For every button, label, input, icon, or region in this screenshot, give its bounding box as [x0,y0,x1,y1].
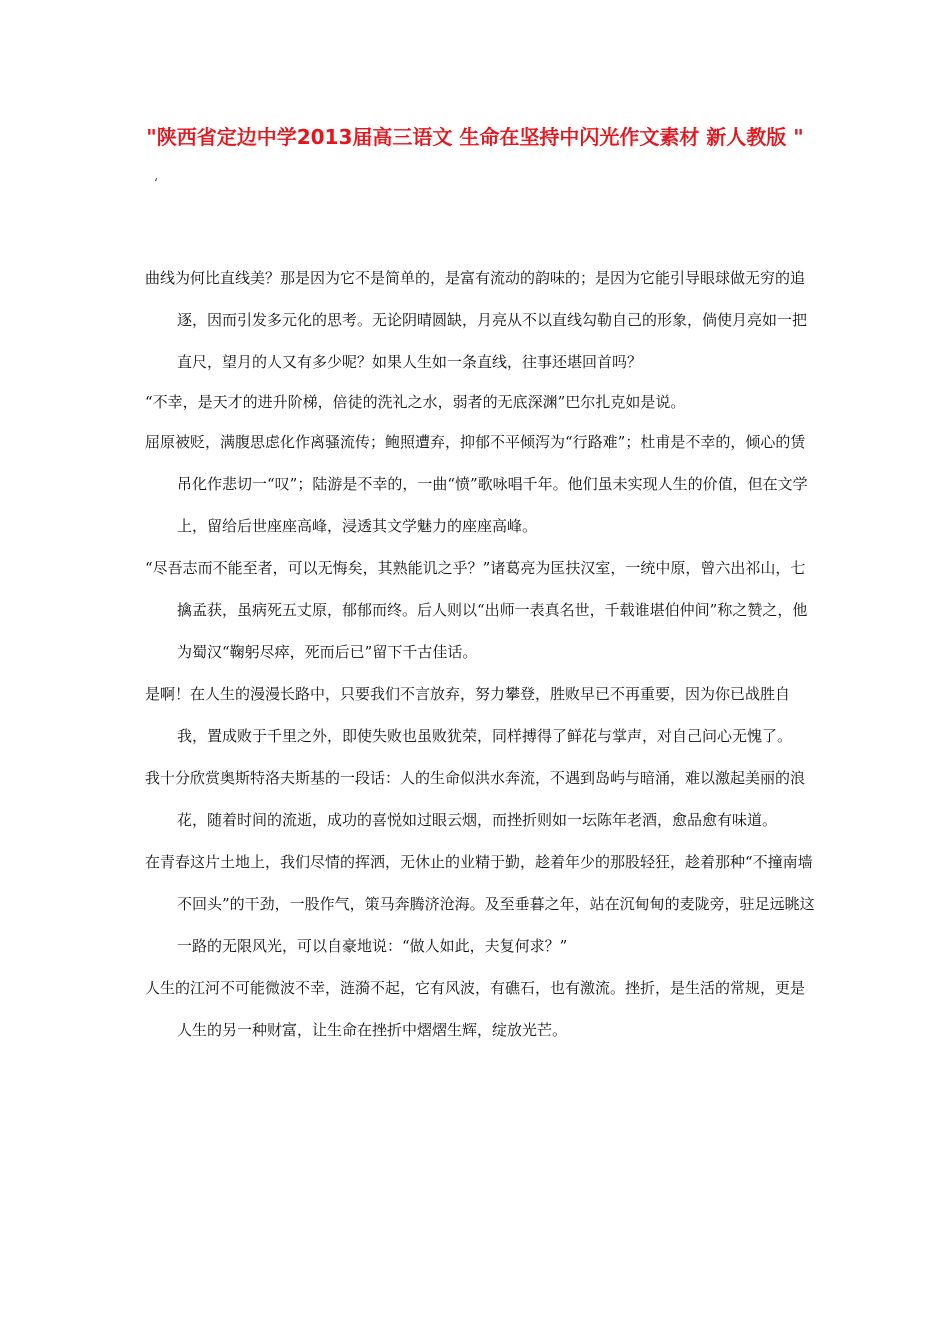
tick-mark: ‘ [154,176,158,190]
paragraph-7: 在青春这片土地上，我们尽情的挥洒，无休止的业精于勤，趁着年少的那股轻狂，趁着那种“不撞南墙不回头”的干劲，一股作气，策马奔腾济沧海。及至垂暮之年，站在沉甸甸的麦陇旁，驻足远眺这一路的无限风光，可以自豪地说：“做人如此，夫复何求？” [145,853,815,955]
paragraph-1: 曲线为何比直线美？那是因为它不是简单的，是富有流动的韵味的；是因为它能引导眼球做无穷的追逐，因而引发多元化的思考。无论阴晴圆缺，月亮从不以直线勾勒自己的形象，倘使月亮如一把直尺，望月的人又有多少呢？如果人生如一条直线，往事还堪回首吗？ [145,269,808,371]
paragraph-3: 屈原被贬，满腹思虑化作离骚流传；鲍照遭弃，抑郁不平倾泻为“行路难”；杜甫是不幸的，倾心的赁吊化作悲切一“叹”；陆游是不幸的，一曲“愤”歌咏唱千年。他们虽未实现人生的价值，但在文学上，留给后世座座高峰，浸透其文学魅力的座座高峰。 [145,433,808,535]
paragraph-6: 我十分欣赏奥斯特洛夫斯基的一段话：人的生命似洪水奔流，不遇到岛屿与暗涌，难以激起美丽的浪花，随着时间的流逝，成功的喜悦如过眼云烟，而挫折则如一坛陈年老酒，愈品愈有味道。 [145,769,806,829]
paragraph-5: 是啊！在人生的漫漫长路中，只要我们不言放弃，努力攀登，胜败早已不再重要，因为你已战胜自我，置成败于千里之外，即使失败也虽败犹荣，同样搏得了鲜花与掌声，对自己问心无愧了。 [145,685,793,745]
document-title: "陕西省定边中学2013届高三语文 生命在坚持中闪光作文素材 新人教版 " [146,125,804,149]
paragraph-2: “不幸，是天才的进升阶梯，倍徒的洗礼之水，弱者的无底深渊”巴尔扎克如是说。 [145,393,686,411]
document-body [145,257,815,1051]
paragraph-4: “尽吾志而不能至者，可以无悔矣，其熟能讥之乎？”诸葛亮为匡扶汉室，一统中原，曾六出祁山，七擒孟获，虽病死五丈原，郁郁而终。后人则以“出师一表真名世，千载谁堪伯仲间”称之赞之，他为蜀汉“鞠躬尽瘁，死而后已”留下千古佳话。 [145,559,808,661]
paragraph-8: 人生的江河不可能微波不幸，涟漪不起，它有风波，有礁石，也有激流。挫折，是生活的常规，更是人生的另一种财富，让生命在挫折中熠熠生辉，绽放光芒。 [145,979,806,1039]
